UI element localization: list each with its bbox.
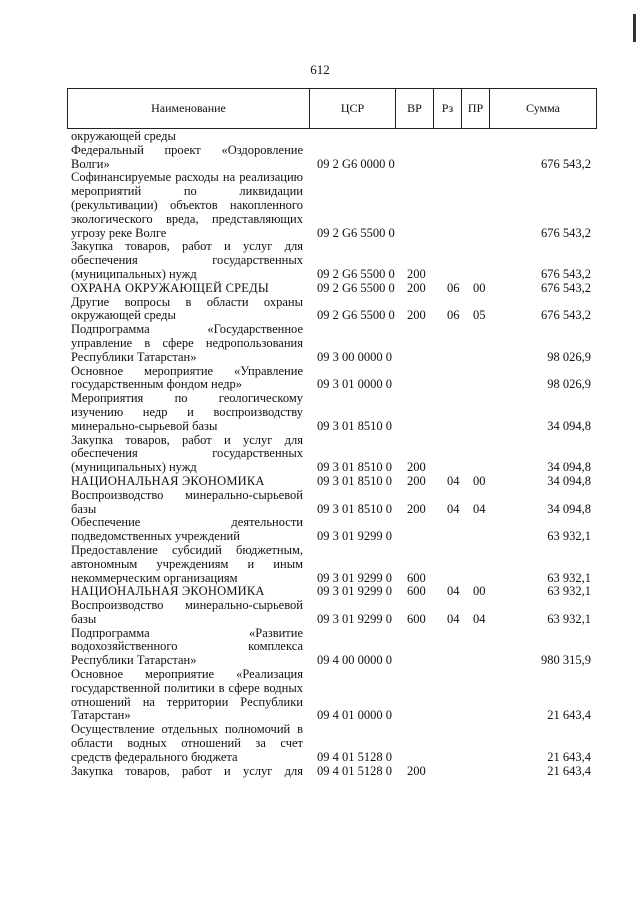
row-name-line: некоммерческим организациям — [71, 570, 238, 585]
table-row — [71, 544, 591, 585]
cell-vr: 600 — [407, 570, 426, 585]
cell-csr: 09 2 G6 5500 0 — [317, 225, 395, 240]
header-sum: Сумма — [526, 101, 560, 115]
row-name-line: базы — [71, 611, 97, 626]
row-name — [71, 668, 303, 723]
cell-csr: 09 3 01 8510 0 — [317, 473, 392, 488]
cell-sum: 34 094,8 — [547, 460, 591, 475]
row-name — [71, 723, 303, 764]
row-name — [71, 475, 303, 489]
cell-pr: 00 — [473, 584, 486, 599]
row-name-line: Республики Татарстан» — [71, 653, 197, 668]
header-name: Наименование — [68, 89, 310, 128]
row-name-line: обеспечения государственных — [71, 253, 303, 268]
row-name-line: угрозу реке Волге — [71, 225, 167, 240]
table-row — [71, 627, 591, 668]
row-name-line: окружающей среды — [71, 308, 176, 323]
row-name-line: Софинансируемые расходы на реализацию — [71, 170, 303, 185]
row-name-line: базы — [71, 501, 97, 516]
row-values — [303, 144, 591, 172]
row-values — [303, 130, 591, 144]
row-name-line: отношений на территории Республики — [71, 694, 303, 709]
row-name-line: (муниципальных) нужд — [71, 266, 197, 281]
cell-vr: 200 — [407, 280, 426, 295]
row-name-line: НАЦИОНАЛЬНАЯ ЭКОНОМИКА — [71, 584, 265, 599]
table-row — [71, 765, 591, 779]
row-name — [71, 240, 303, 281]
cell-rz: 06 — [447, 280, 460, 295]
row-name-line: Предоставление субсидий бюджетным, — [71, 542, 303, 557]
row-name-line: подведомственных учреждений — [71, 529, 240, 544]
cell-sum: 34 094,8 — [547, 418, 591, 433]
cell-sum: 21 643,4 — [547, 749, 591, 764]
table-header — [67, 88, 597, 129]
row-name-line: средств федерального бюджета — [71, 749, 238, 764]
cell-pr: 00 — [473, 473, 486, 488]
row-values — [303, 599, 591, 627]
cell-csr: 09 3 01 9299 0 — [317, 584, 392, 599]
cell-vr: 200 — [407, 501, 426, 516]
cell-sum: 676 543,2 — [541, 156, 591, 171]
table-row — [71, 282, 591, 296]
row-name-line: Основное мероприятие «Реализация — [71, 667, 303, 682]
row-values — [303, 765, 591, 779]
row-name-line: управление в сфере недропользования — [71, 335, 303, 350]
row-values — [303, 668, 591, 723]
header-pr: ПР — [462, 89, 490, 128]
row-name-line: мероприятий по ликвидации — [71, 184, 303, 199]
cell-rz: 04 — [447, 584, 460, 599]
cell-sum: 98 026,9 — [547, 349, 591, 364]
row-name-line: Закупка товаров, работ и услуг для — [71, 432, 303, 447]
cell-csr: 09 4 01 5128 0 — [317, 763, 392, 778]
row-name — [71, 144, 303, 172]
row-values — [303, 627, 591, 668]
table-row — [71, 365, 591, 393]
table-body — [71, 130, 591, 778]
cell-sum: 21 643,4 — [547, 708, 591, 723]
row-name — [71, 282, 303, 296]
row-values — [303, 516, 591, 544]
cell-sum: 676 543,2 — [541, 308, 591, 323]
row-name-line: Федеральный проект «Оздоровление — [71, 142, 303, 157]
row-values — [303, 365, 591, 393]
row-values — [303, 282, 591, 296]
cell-csr: 09 3 01 0000 0 — [317, 377, 392, 392]
cell-sum: 63 932,1 — [547, 584, 591, 599]
row-name-line: экологического вреда, представляющих — [71, 211, 303, 226]
table-row — [71, 323, 591, 364]
cell-csr: 09 2 G6 5500 0 — [317, 280, 395, 295]
cell-sum: 63 932,1 — [547, 611, 591, 626]
row-name-line: (муниципальных) нужд — [71, 460, 197, 475]
row-name-line: области водных отношений за счет — [71, 736, 303, 751]
header-csr: ЦСР — [310, 89, 396, 128]
row-name — [71, 434, 303, 475]
table-row — [71, 475, 591, 489]
table-row — [71, 516, 591, 544]
row-name-line: Осуществление отдельных полномочий в — [71, 722, 303, 737]
row-name-line: Закупка товаров, работ и услуг для — [71, 763, 303, 778]
cell-sum: 21 643,4 — [547, 763, 591, 778]
cell-sum: 63 932,1 — [547, 529, 591, 544]
row-values — [303, 392, 591, 433]
cell-vr: 200 — [407, 266, 426, 281]
cell-vr: 200 — [407, 473, 426, 488]
table-row — [71, 489, 591, 517]
table-row — [71, 240, 591, 281]
cell-csr: 09 3 00 0000 0 — [317, 349, 392, 364]
page-number: 612 — [310, 62, 330, 77]
row-name — [71, 323, 303, 364]
row-name — [71, 296, 303, 324]
cell-sum: 34 094,8 — [547, 501, 591, 516]
row-name — [71, 599, 303, 627]
row-name-line: Подпрограмма «Развитие — [71, 625, 303, 640]
row-name-line: автономным учреждениям и иным — [71, 556, 303, 571]
cell-csr: 09 4 00 0000 0 — [317, 653, 392, 668]
cell-csr: 09 2 G6 5500 0 — [317, 266, 395, 281]
cell-csr: 09 3 01 8510 0 — [317, 501, 392, 516]
cell-sum: 980 315,9 — [541, 653, 591, 668]
cell-sum: 63 932,1 — [547, 570, 591, 585]
cell-sum: 676 543,2 — [541, 280, 591, 295]
cell-vr: 200 — [407, 308, 426, 323]
row-name — [71, 392, 303, 433]
row-name-line: Волги» — [71, 156, 110, 171]
table-row — [71, 392, 591, 433]
row-name — [71, 489, 303, 517]
row-values — [303, 475, 591, 489]
cell-csr: 09 3 01 9299 0 — [317, 570, 392, 585]
row-name — [71, 585, 303, 599]
row-name-line: Подпрограмма «Государственное — [71, 322, 303, 337]
row-name — [71, 765, 303, 779]
row-name — [71, 130, 303, 144]
cell-csr: 09 3 01 8510 0 — [317, 418, 392, 433]
cell-sum: 98 026,9 — [547, 377, 591, 392]
cell-csr: 09 4 01 5128 0 — [317, 749, 392, 764]
row-values — [303, 323, 591, 364]
cell-csr: 09 2 G6 5500 0 — [317, 308, 395, 323]
row-name-line: обеспечения государственных — [71, 446, 303, 461]
row-values — [303, 544, 591, 585]
cell-vr: 200 — [407, 460, 426, 475]
row-values — [303, 296, 591, 324]
header-vr: ВР — [396, 89, 434, 128]
row-name-line: Воспроизводство минерально-сырьевой — [71, 487, 303, 502]
row-name-line: окружающей среды — [71, 129, 176, 143]
header-rz: Рз — [434, 89, 462, 128]
table-row — [71, 723, 591, 764]
cell-vr: 200 — [407, 763, 426, 778]
row-name — [71, 365, 303, 393]
cell-pr: 04 — [473, 501, 486, 516]
row-name-line: Татарстан» — [71, 708, 131, 723]
row-name-line: государственной политики в сфере водных — [71, 680, 303, 695]
table-row — [71, 434, 591, 475]
cell-pr: 00 — [473, 280, 486, 295]
cell-csr: 09 3 01 9299 0 — [317, 611, 392, 626]
cell-csr: 09 4 01 0000 0 — [317, 708, 392, 723]
cell-sum: 676 543,2 — [541, 225, 591, 240]
row-name-line: водохозяйственного комплекса — [71, 639, 303, 654]
table-row — [71, 296, 591, 324]
cell-pr: 05 — [473, 308, 486, 323]
row-name-line: Воспроизводство минерально-сырьевой — [71, 598, 303, 613]
row-name-line: минерально-сырьевой базы — [71, 418, 218, 433]
scan-edge-mark — [633, 14, 636, 42]
row-name-line: Республики Татарстан» — [71, 349, 197, 364]
row-values — [303, 240, 591, 281]
row-name — [71, 544, 303, 585]
table-row — [71, 171, 591, 240]
table-row — [71, 144, 591, 172]
row-name-line: Другие вопросы в области охраны — [71, 294, 303, 309]
cell-rz: 04 — [447, 611, 460, 626]
row-name — [71, 516, 303, 544]
row-name-line: (рекультивации) объектов накопленного — [71, 197, 303, 212]
cell-sum: 34 094,8 — [547, 473, 591, 488]
table-row — [71, 130, 591, 144]
row-name — [71, 627, 303, 668]
row-name-line: Мероприятия по геологическому — [71, 391, 303, 406]
cell-vr: 600 — [407, 584, 426, 599]
row-values — [303, 489, 591, 517]
row-name-line: государственным фондом недр» — [71, 377, 242, 392]
cell-csr: 09 3 01 9299 0 — [317, 529, 392, 544]
table-row — [71, 585, 591, 599]
table-row — [71, 599, 591, 627]
row-name — [71, 171, 303, 240]
row-name-line: ОХРАНА ОКРУЖАЮЩЕЙ СРЕДЫ — [71, 280, 269, 295]
cell-rz: 04 — [447, 473, 460, 488]
row-values — [303, 723, 591, 764]
row-name-line: Обеспечение деятельности — [71, 515, 303, 530]
cell-csr: 09 3 01 8510 0 — [317, 460, 392, 475]
cell-rz: 06 — [447, 308, 460, 323]
cell-rz: 04 — [447, 501, 460, 516]
cell-pr: 04 — [473, 611, 486, 626]
cell-csr: 09 2 G6 0000 0 — [317, 156, 395, 171]
cell-vr: 600 — [407, 611, 426, 626]
row-values — [303, 434, 591, 475]
row-values — [303, 171, 591, 240]
row-name-line: Основное мероприятие «Управление — [71, 363, 303, 378]
row-name-line: изучению недр и воспроизводству — [71, 404, 303, 419]
cell-sum: 676 543,2 — [541, 266, 591, 281]
row-values — [303, 585, 591, 599]
row-name-line: НАЦИОНАЛЬНАЯ ЭКОНОМИКА — [71, 473, 265, 488]
row-name-line: Закупка товаров, работ и услуг для — [71, 239, 303, 254]
table-row — [71, 668, 591, 723]
